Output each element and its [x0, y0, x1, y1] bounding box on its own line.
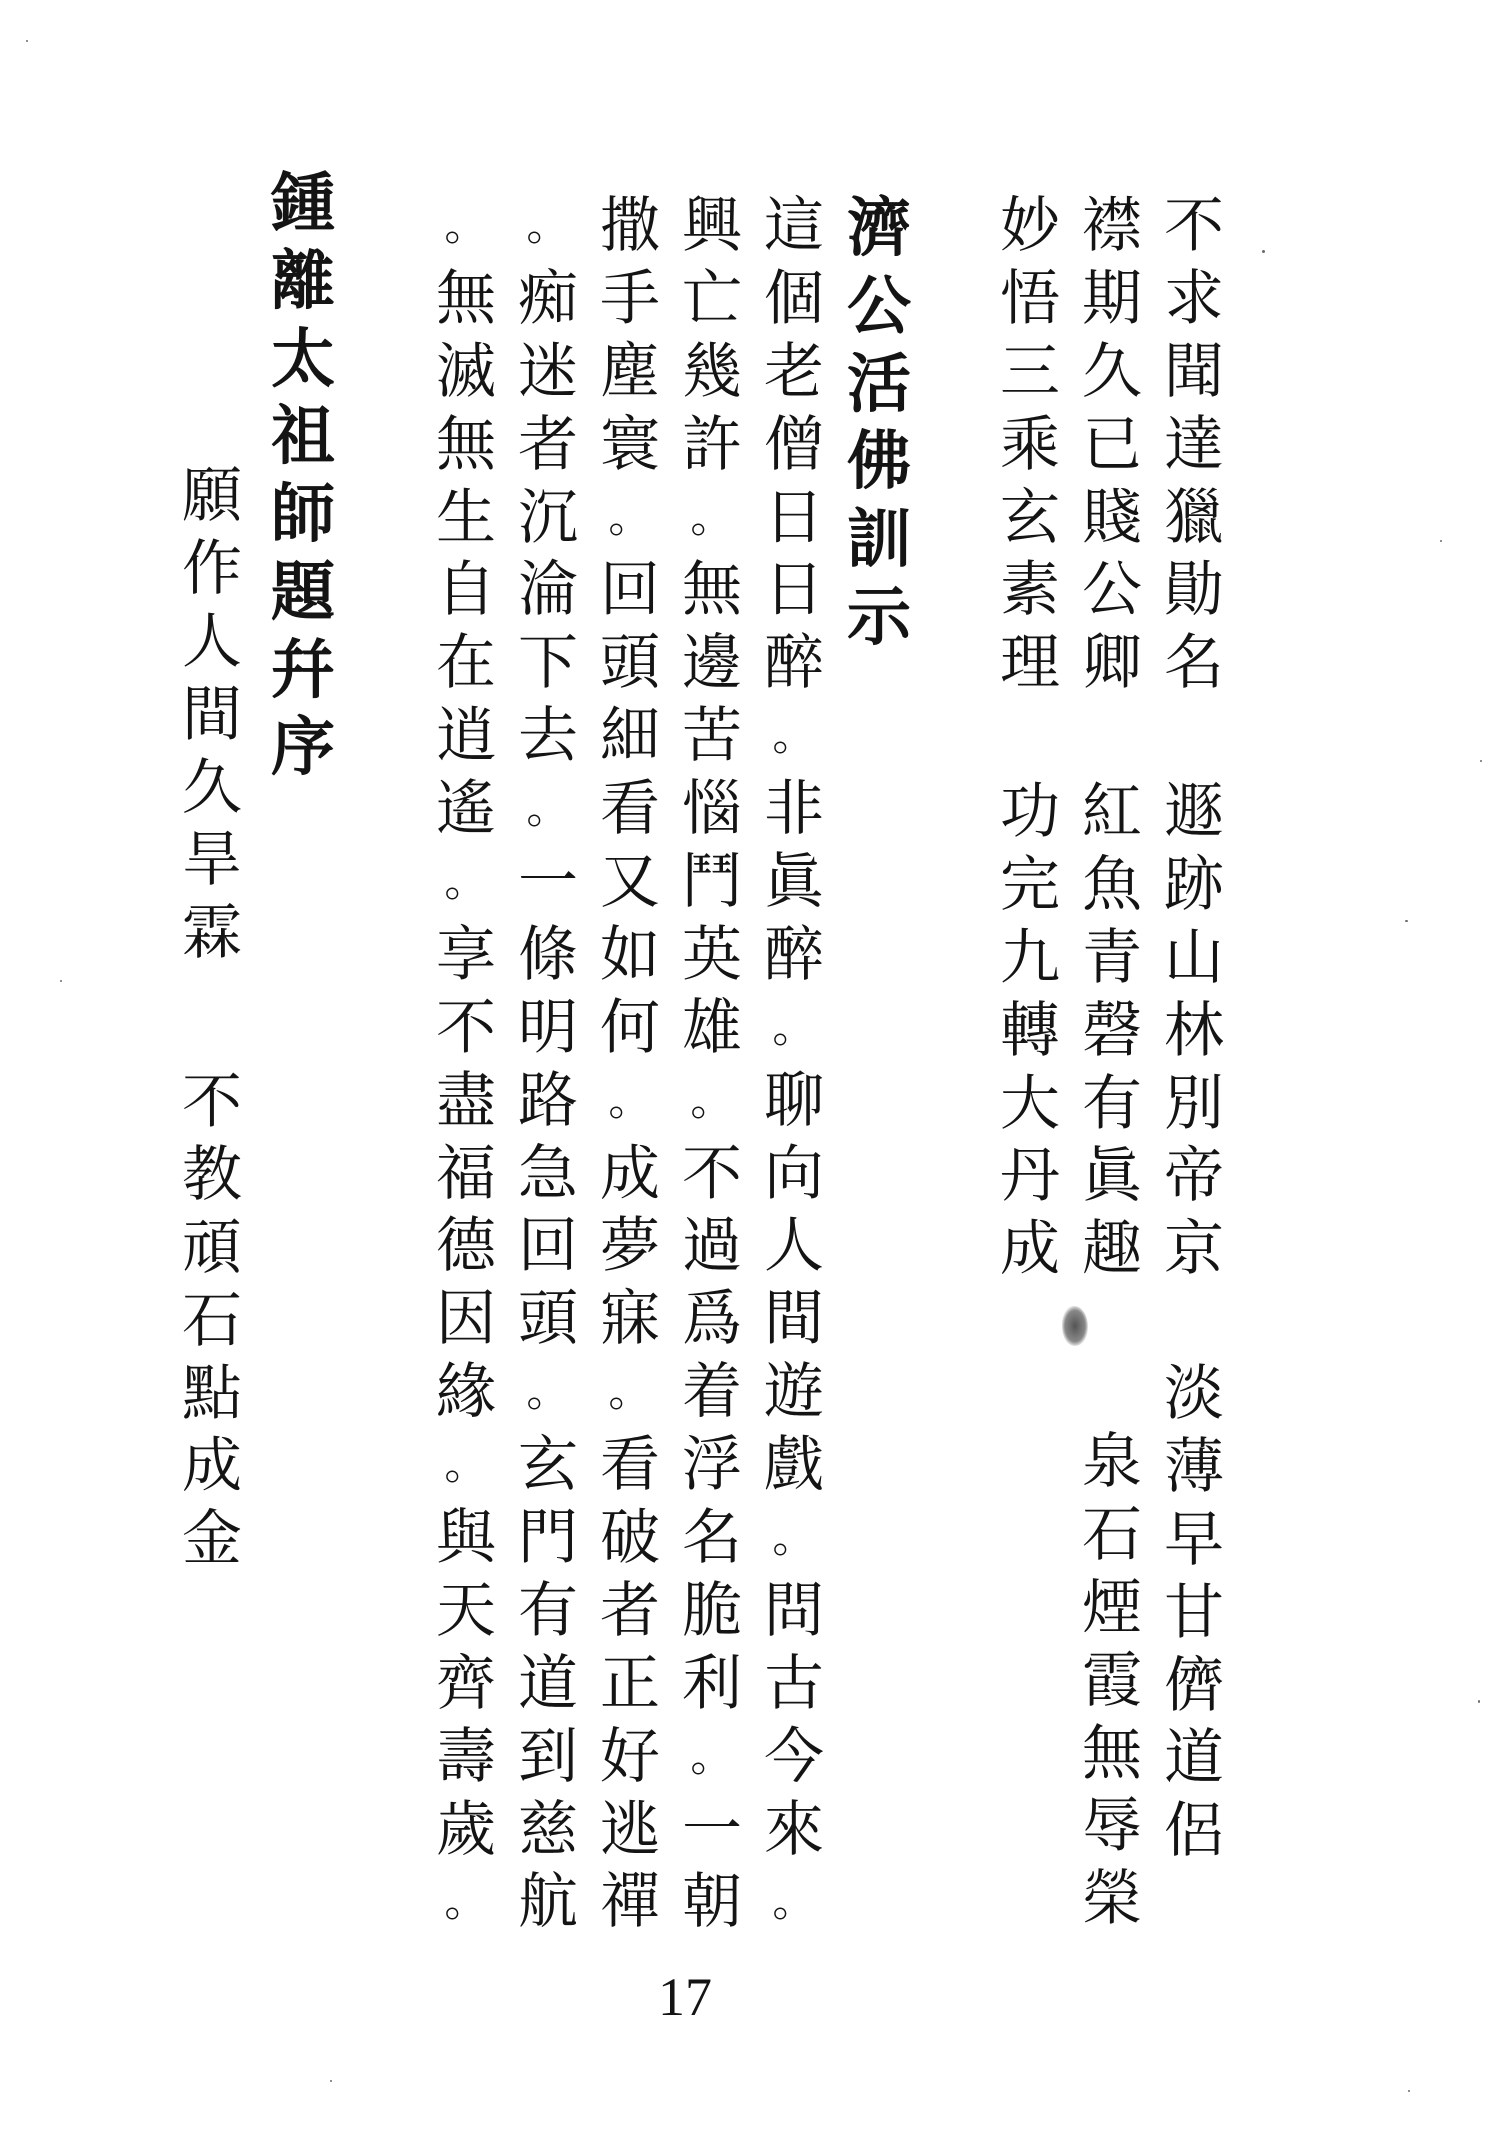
glyph: 不: [1164, 191, 1224, 261]
glyph: 一: [518, 847, 578, 918]
jigong-line-5: [430, 190, 502, 1939]
glyph: 沉: [518, 482, 578, 553]
glyph: 脆: [682, 1575, 742, 1646]
glyph: 侶: [1164, 1796, 1224, 1867]
glyph: 願: [182, 461, 242, 531]
glyph: 淪: [518, 555, 578, 626]
glyph: 因: [436, 1284, 496, 1355]
glyph: 眞: [1082, 1141, 1142, 1212]
glyph: 久: [182, 752, 242, 823]
glyph: 看: [600, 1430, 660, 1501]
glyph: 聞: [1164, 336, 1224, 407]
punctuation-mark: 。: [772, 711, 816, 762]
glyph: 丹: [1000, 1141, 1060, 1212]
glyph: 醉: [764, 919, 824, 990]
jigong-line-3: [594, 190, 666, 1939]
glyph: 福: [436, 1138, 496, 1209]
punctuation-mark: 。: [444, 1440, 488, 1491]
punctuation-mark: 。: [772, 1002, 816, 1053]
glyph: 個: [764, 263, 824, 334]
glyph: 逃: [600, 1794, 660, 1865]
glyph: 煙: [1082, 1572, 1142, 1643]
glyph: 青: [1082, 922, 1142, 993]
scan-speck: [1480, 760, 1482, 762]
ink-smudge: [1062, 1306, 1088, 1346]
glyph: 盡: [436, 1065, 496, 1136]
poem-one-col-3-bottom: [994, 776, 1066, 1286]
glyph: 悟: [1000, 263, 1060, 334]
jigong-line-4: [512, 190, 584, 1939]
glyph: 浮: [682, 1430, 742, 1501]
glyph: 老: [764, 336, 824, 407]
glyph: 間: [764, 1284, 824, 1355]
glyph: 甘: [1164, 1577, 1224, 1648]
glyph: 撒: [600, 191, 660, 261]
glyph: 作: [182, 533, 242, 604]
glyph: 好: [600, 1721, 660, 1792]
glyph: 達: [1164, 409, 1224, 480]
glyph: 痴: [518, 263, 578, 334]
glyph: 成: [600, 1138, 660, 1209]
punctuation-mark: 。: [772, 1513, 816, 1564]
glyph: 眞: [764, 847, 824, 918]
glyph: 航: [518, 1867, 578, 1938]
glyph: 許: [682, 409, 742, 480]
glyph: 久: [1082, 336, 1142, 407]
glyph: 古: [764, 1648, 824, 1719]
scan-speck: [1262, 250, 1265, 253]
punctuation-mark: 。: [772, 1877, 816, 1928]
glyph: 早: [1164, 1504, 1224, 1575]
glyph: 已: [1082, 409, 1142, 480]
glyph: 頭: [518, 1284, 578, 1355]
glyph: 一: [682, 1794, 742, 1865]
glyph: 急: [518, 1138, 578, 1209]
glyph: 薄: [1164, 1431, 1224, 1502]
glyph: 頑: [182, 1212, 242, 1283]
glyph: 頭: [600, 628, 660, 699]
glyph: 點: [182, 1358, 242, 1429]
jigong-line-1: [758, 190, 830, 1939]
punctuation-mark: 。: [526, 784, 570, 835]
glyph: 路: [518, 1065, 578, 1136]
glyph: 公: [1082, 555, 1142, 626]
glyph: 無: [1082, 1718, 1142, 1789]
glyph: 帝: [1164, 1141, 1224, 1212]
poem-one-col-2-top: [1076, 190, 1148, 700]
zhongli-title: [264, 165, 342, 787]
glyph: 過: [682, 1211, 742, 1282]
glyph: 慈: [518, 1794, 578, 1865]
glyph: 到: [518, 1721, 578, 1792]
glyph: 師: [271, 477, 335, 552]
glyph: 人: [764, 1211, 824, 1282]
glyph: 日: [764, 555, 824, 626]
glyph: 雄: [682, 992, 742, 1063]
glyph: 離: [271, 243, 335, 319]
poem-one-tail-col-2: [1076, 1426, 1148, 1936]
glyph: 享: [436, 919, 496, 990]
scan-speck: [1478, 1700, 1480, 1703]
glyph: 霖: [182, 898, 242, 969]
glyph: 轉: [1000, 995, 1060, 1066]
glyph: 幷: [271, 632, 335, 708]
glyph: 戲: [764, 1430, 824, 1501]
glyph: 完: [1000, 849, 1060, 920]
punctuation-mark: 。: [526, 1367, 570, 1418]
glyph: 獵: [1164, 482, 1224, 553]
scan-speck: [1408, 2090, 1410, 2092]
glyph: 遊: [764, 1357, 824, 1428]
glyph: 歲: [436, 1794, 496, 1865]
glyph: 不: [182, 1067, 242, 1137]
glyph: 無: [436, 263, 496, 334]
glyph: 素: [1000, 555, 1060, 626]
scan-speck: [330, 2080, 332, 2082]
glyph: 在: [436, 628, 496, 699]
glyph: 去: [518, 701, 578, 772]
glyph: 德: [436, 1211, 496, 1282]
poem-one-col-3-top: [994, 190, 1066, 700]
glyph: 跡: [1164, 849, 1224, 920]
jigong-title: [840, 190, 918, 657]
glyph: 乘: [1000, 409, 1060, 480]
glyph: 泉: [1082, 1427, 1142, 1497]
glyph: 看: [600, 774, 660, 845]
glyph: 與: [436, 1503, 496, 1574]
glyph: 細: [600, 701, 660, 772]
glyph: 賤: [1082, 482, 1142, 553]
glyph: 玄: [1000, 482, 1060, 553]
glyph: 興: [682, 191, 742, 261]
glyph: 問: [764, 1575, 824, 1646]
glyph: 佛: [847, 424, 911, 500]
glyph: 淡: [1164, 1359, 1224, 1429]
glyph: 齊: [436, 1648, 496, 1719]
glyph: 教: [182, 1139, 242, 1210]
glyph: 向: [764, 1138, 824, 1209]
scan-speck: [1440, 540, 1442, 542]
punctuation-mark: 。: [690, 1075, 734, 1126]
jigong-line-2: [676, 190, 748, 1939]
punctuation-mark: 。: [608, 492, 652, 543]
glyph: 僧: [764, 409, 824, 480]
glyph: 京: [1164, 1214, 1224, 1285]
glyph: 今: [764, 1721, 824, 1792]
poem-one-col-1-top: [1158, 190, 1230, 700]
glyph: 破: [600, 1503, 660, 1574]
glyph: 訓: [847, 502, 911, 577]
glyph: 辱: [1082, 1791, 1142, 1862]
glyph: 不: [682, 1138, 742, 1209]
glyph: 襟: [1082, 191, 1142, 261]
glyph: 示: [847, 579, 911, 655]
glyph: 妙: [1000, 191, 1060, 261]
glyph: 石: [182, 1285, 242, 1356]
zhongli-line-1: [176, 460, 248, 970]
glyph: 者: [600, 1575, 660, 1646]
glyph: 霞: [1082, 1645, 1142, 1716]
scan-speck: [60, 980, 62, 982]
glyph: 人: [182, 606, 242, 677]
glyph: 大: [1000, 1068, 1060, 1139]
glyph: 期: [1082, 263, 1142, 334]
glyph: 門: [518, 1503, 578, 1574]
glyph: 着: [682, 1357, 742, 1428]
glyph: 三: [1000, 336, 1060, 407]
punctuation-mark: 。: [444, 1877, 488, 1928]
glyph: 緣: [436, 1357, 496, 1428]
glyph: 有: [518, 1575, 578, 1646]
poem-one-col-1-bottom: [1158, 776, 1230, 1286]
glyph: 活: [847, 346, 911, 422]
glyph: 道: [518, 1648, 578, 1719]
glyph: 來: [764, 1794, 824, 1865]
glyph: 祖: [271, 399, 335, 475]
glyph: 題: [271, 554, 335, 630]
glyph: 榮: [1082, 1864, 1142, 1935]
glyph: 寐: [600, 1284, 660, 1355]
glyph: 非: [764, 774, 824, 845]
glyph: 不: [436, 992, 496, 1063]
glyph: 亡: [682, 263, 742, 334]
glyph: 山: [1164, 922, 1224, 993]
glyph: 回: [600, 555, 660, 626]
glyph: 手: [600, 263, 660, 334]
glyph: 這: [764, 191, 824, 261]
glyph: 無: [436, 409, 496, 480]
punctuation-mark: 。: [690, 492, 734, 543]
glyph: 趣: [1082, 1214, 1142, 1285]
glyph: 名: [1164, 628, 1224, 699]
punctuation-mark: 。: [444, 857, 488, 908]
glyph: 夢: [600, 1211, 660, 1282]
glyph: 無: [682, 555, 742, 626]
page-number: 17: [658, 1967, 712, 2027]
glyph: 石: [1082, 1499, 1142, 1570]
glyph: 寰: [600, 409, 660, 480]
punctuation-mark: 。: [526, 201, 570, 251]
glyph: 迷: [518, 336, 578, 407]
glyph: 旱: [182, 825, 242, 896]
glyph: 何: [600, 992, 660, 1063]
glyph: 序: [271, 710, 335, 786]
glyph: 如: [600, 919, 660, 990]
glyph: 玄: [518, 1430, 578, 1501]
glyph: 求: [1164, 263, 1224, 334]
glyph: 明: [518, 992, 578, 1063]
glyph: 太: [271, 321, 335, 397]
punctuation-mark: 。: [444, 201, 488, 251]
glyph: 金: [182, 1504, 242, 1575]
glyph: 壽: [436, 1721, 496, 1792]
glyph: 逍: [436, 701, 496, 772]
glyph: 惱: [682, 774, 742, 845]
scan-speck: [1405, 920, 1408, 922]
glyph: 磬: [1082, 995, 1142, 1066]
glyph: 英: [682, 919, 742, 990]
glyph: 者: [518, 409, 578, 480]
glyph: 紅: [1082, 777, 1142, 847]
glyph: 功: [1000, 777, 1060, 847]
glyph: 爲: [682, 1284, 742, 1355]
glyph: 濟: [847, 191, 911, 266]
glyph: 林: [1164, 995, 1224, 1066]
glyph: 理: [1000, 628, 1060, 699]
glyph: 滅: [436, 336, 496, 407]
punctuation-mark: 。: [690, 1731, 734, 1782]
glyph: 勛: [1164, 555, 1224, 626]
glyph: 魚: [1082, 849, 1142, 920]
scan-speck: [26, 40, 28, 42]
glyph: 聊: [764, 1065, 824, 1136]
glyph: 回: [518, 1211, 578, 1282]
glyph: 遯: [1164, 777, 1224, 847]
glyph: 日: [764, 482, 824, 553]
glyph: 有: [1082, 1068, 1142, 1139]
poem-one-col-2-bottom: [1076, 776, 1148, 1286]
glyph: 醉: [764, 628, 824, 699]
punctuation-mark: 。: [608, 1367, 652, 1418]
glyph: 卿: [1082, 628, 1142, 699]
glyph: 別: [1164, 1068, 1224, 1139]
glyph: 九: [1000, 922, 1060, 993]
glyph: 禪: [600, 1867, 660, 1938]
glyph: 自: [436, 555, 496, 626]
glyph: 苦: [682, 701, 742, 772]
glyph: 正: [600, 1648, 660, 1719]
glyph: 下: [518, 628, 578, 699]
glyph: 道: [1164, 1723, 1224, 1794]
glyph: 名: [682, 1503, 742, 1574]
glyph: 遙: [436, 774, 496, 845]
glyph: 儕: [1164, 1650, 1224, 1721]
glyph: 間: [182, 679, 242, 750]
zhongli-line-2: [176, 1066, 248, 1576]
glyph: 幾: [682, 336, 742, 407]
glyph: 天: [436, 1575, 496, 1646]
glyph: 生: [436, 482, 496, 553]
glyph: 條: [518, 919, 578, 990]
glyph: 成: [182, 1431, 242, 1502]
glyph: 利: [682, 1648, 742, 1719]
glyph: 鍾: [271, 166, 335, 241]
poem-one-tail-col-1: [1158, 1358, 1230, 1868]
glyph: 公: [847, 268, 911, 344]
glyph: 又: [600, 847, 660, 918]
glyph: 鬥: [682, 847, 742, 918]
glyph: 塵: [600, 336, 660, 407]
punctuation-mark: 。: [608, 1075, 652, 1126]
glyph: 成: [1000, 1214, 1060, 1285]
glyph: 邊: [682, 628, 742, 699]
glyph: 朝: [682, 1867, 742, 1938]
